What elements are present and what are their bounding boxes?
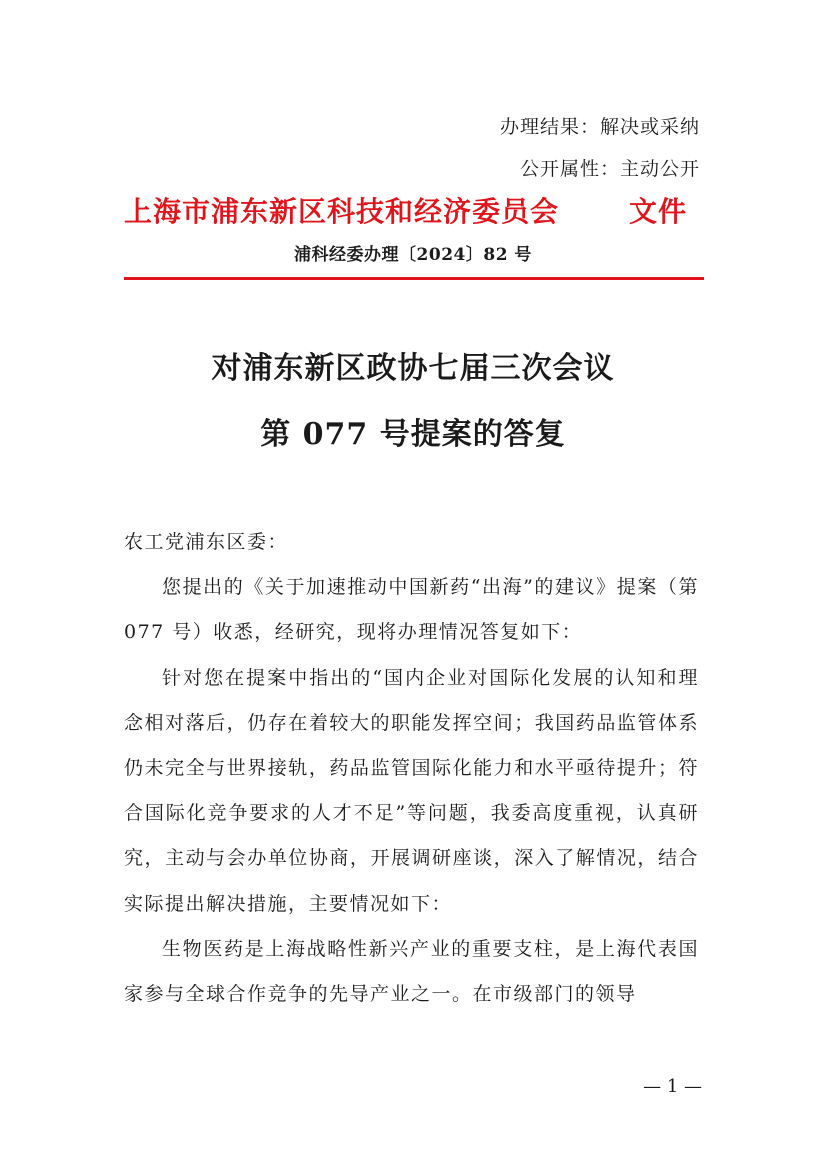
document-title-line-2: 第 077 号提案的答复 (260, 417, 566, 452)
body-paragraph: 针对您在提案中指出的“国内企业对国际化发展的认知和理念相对落后，仍存在着较大的职能发挥空间；我国药品监管体系仍未完全与世界接轨，药品监管国际化能力和水平亟待提升；符合国际化竞争要求的人才不足”等问题，我委高度重视，认真研究，主动与会办单位协商，开展调研座谈，深入了解情况，结合实际提出解决措施，主要情况如下： (124, 666, 699, 915)
handling-result: 办理结果：解决或采纳 (499, 116, 700, 138)
document-number: 浦科经委办理〔2024〕82 号 (294, 245, 532, 265)
document-title-line-1: 对浦东新区政协七届三次会议 (211, 351, 615, 386)
disclosure-attribute: 公开属性：主动公开 (519, 158, 700, 180)
body-paragraph: 生物医药是上海战略性新兴产业的重要支柱，是上海代表国家参与全球合作竞争的先导产业之一。在市级部门的领导 (124, 937, 699, 1006)
page-number: — 1 — (643, 1076, 702, 1097)
red-divider (124, 277, 704, 280)
document-body (124, 520, 699, 1017)
body-paragraph: 您提出的《关于加速推动中国新药“出海”的建议》提案（第 077 号）收悉，经研究，现将办理情况答复如下： (124, 576, 699, 644)
document-header (124, 190, 704, 230)
document-type: 文件 (629, 195, 688, 228)
salutation: 农工党浦东区委： (124, 531, 289, 553)
issuing-organization: 上海市浦东新区科技和经济委员会 (124, 195, 560, 228)
